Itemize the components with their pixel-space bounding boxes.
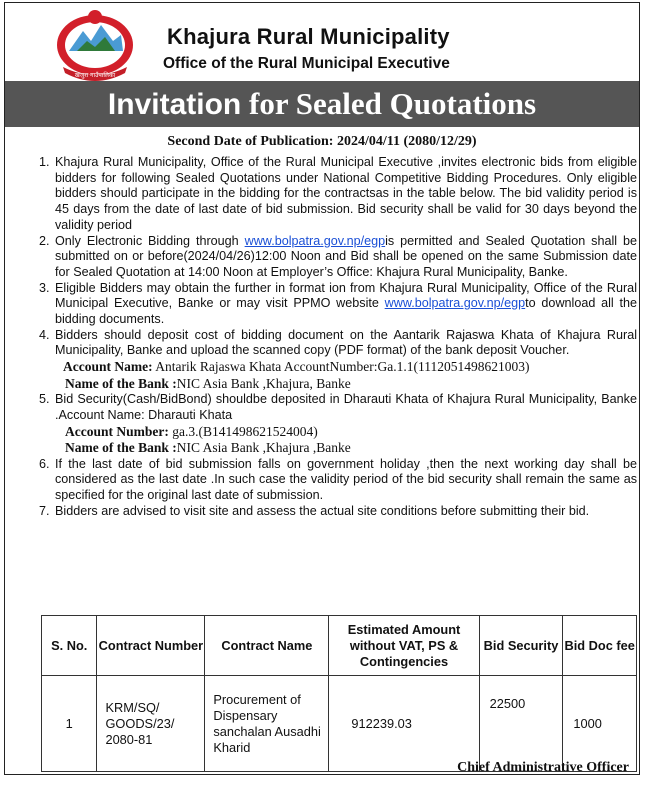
nepal-emblem-icon bbox=[49, 7, 141, 85]
bank-name-line: Name of the Bank :NIC Asia Bank ,Khajura ,Banke bbox=[65, 440, 351, 456]
title-banner bbox=[5, 81, 639, 127]
cell-bid-doc-fee: 1000 bbox=[563, 676, 637, 772]
bank-name-line: Name of the Bank :NIC Asia Bank ,Khajura, Banke bbox=[65, 375, 351, 391]
cell-bid-security: 22500 bbox=[479, 676, 563, 772]
cell-estimated-amount: 912239.03 bbox=[329, 676, 479, 772]
cell-sno: 1 bbox=[42, 676, 97, 772]
notice-item-3: 3. Eligible Bidders may obtain the further in format ion from Khajura Rural Municipality, Office of the Rural Municipal Executive, Banke or may visit PPMO website www.bolpatra.gov.np/egpto download all the bidding documents. bbox=[39, 280, 637, 327]
notice-item-5: 5. Bid Security(Cash/BidBond) shouldbe deposited in Dharauti Khata of Khajura Rural Municipality, Banke .Account Name: Dharauti Khata Account Number: ga.3.(B141498621524004) Name of the Bank :NIC Asia Bank ,Khajura ,Banke bbox=[39, 392, 637, 456]
col-bid-doc-fee: Bid Doc fee bbox=[563, 616, 637, 676]
col-sno: S. No. bbox=[42, 616, 97, 676]
notice-item-2: 2. Only Electronic Bidding through www.bolpatra.gov.np/egpis permitted and Sealed Quotation shall be submitted on or before(2024/04/26)12:00 Noon and Bid shall be opened on the same Submission date for Sealed Quotation at 14:00 Noon at Employer’s Office: Khajura Rural Municipality, Banke. bbox=[39, 233, 637, 279]
account-number-line: Account Number: ga.3.(B141498621524004) bbox=[65, 423, 318, 439]
notice-items bbox=[39, 155, 637, 519]
bolpatra-link[interactable]: www.bolpatra.gov.np/egp bbox=[244, 233, 386, 248]
cell-contract-number: KRM/SQ/ GOODS/23/ 2080-81 bbox=[97, 676, 205, 772]
banner-title-part2: for Sealed Quotations bbox=[249, 86, 537, 121]
table-header-row bbox=[42, 616, 637, 676]
notice-item-7: 7. Bidders are advised to visit site and assess the actual site conditions before submitting their bid. bbox=[39, 503, 590, 518]
office-name: Office of the Rural Municipal Executive bbox=[163, 55, 450, 72]
quotation-table bbox=[41, 615, 637, 772]
notice-item-1: 1. Khajura Rural Municipality, Office of the Rural Municipal Executive ,invites electronic bids from eligible bidders for following Sealed Quotations under National Competitive Bidding Procedures. Only eligible bidders should participate in the bidding for the contractsas in the table below. The bid validity period is 45 days from the date of last date of bid submission. Bid security shall be valid for 30 days beyond the validity period bbox=[39, 155, 637, 232]
notice-item-6: 6. If the last date of bid submission falls on government holiday ,then the next working day shall be considered as the last date .In such case the validity period of the bid security shall remain the same as specified for the original last date of submission. bbox=[39, 456, 637, 502]
signatory: Chief Administrative Officer bbox=[457, 760, 629, 775]
table-row bbox=[42, 676, 637, 772]
col-contract-number: Contract Number bbox=[97, 616, 205, 676]
col-bid-security: Bid Security bbox=[479, 616, 563, 676]
svg-text:खजुरा गाउँपालिका: खजुरा गाउँपालिका bbox=[74, 72, 116, 79]
notice-frame bbox=[4, 2, 640, 775]
banner-title-part1: Invitation bbox=[107, 88, 242, 121]
notice-item-4: 4. Bidders should deposit cost of bidding document on the Aantarik Rajaswa Khata of Khajura Rural Municipality, Banke and upload the scanned copy (PDF format) of the bank deposit Voucher. Account Name: Antarik Rajaswa Khata AccountNumber:Ga.1.1(1112051498621003) Name of the Bank :NIC Asia Bank ,Khajura, Banke bbox=[39, 327, 637, 391]
cell-contract-name: Procurement of Dispensary sanchalan Ausadhi Kharid bbox=[205, 676, 329, 772]
publication-date: Second Date of Publication: 2024/04/11 (2080/12/29) bbox=[167, 134, 477, 149]
col-contract-name: Contract Name bbox=[205, 616, 329, 676]
ppmo-website-link[interactable]: www.bolpatra.gov.np/egp bbox=[384, 296, 526, 311]
municipality-name: Khajura Rural Municipality bbox=[167, 24, 450, 49]
col-estimated-amount: Estimated Amount without VAT, PS & Contingencies bbox=[329, 616, 479, 676]
notice-header bbox=[5, 3, 639, 85]
account-name-line: Account Name: Antarik Rajaswa Khata AccountNumber:Ga.1.1(1112051498621003) bbox=[63, 359, 530, 375]
